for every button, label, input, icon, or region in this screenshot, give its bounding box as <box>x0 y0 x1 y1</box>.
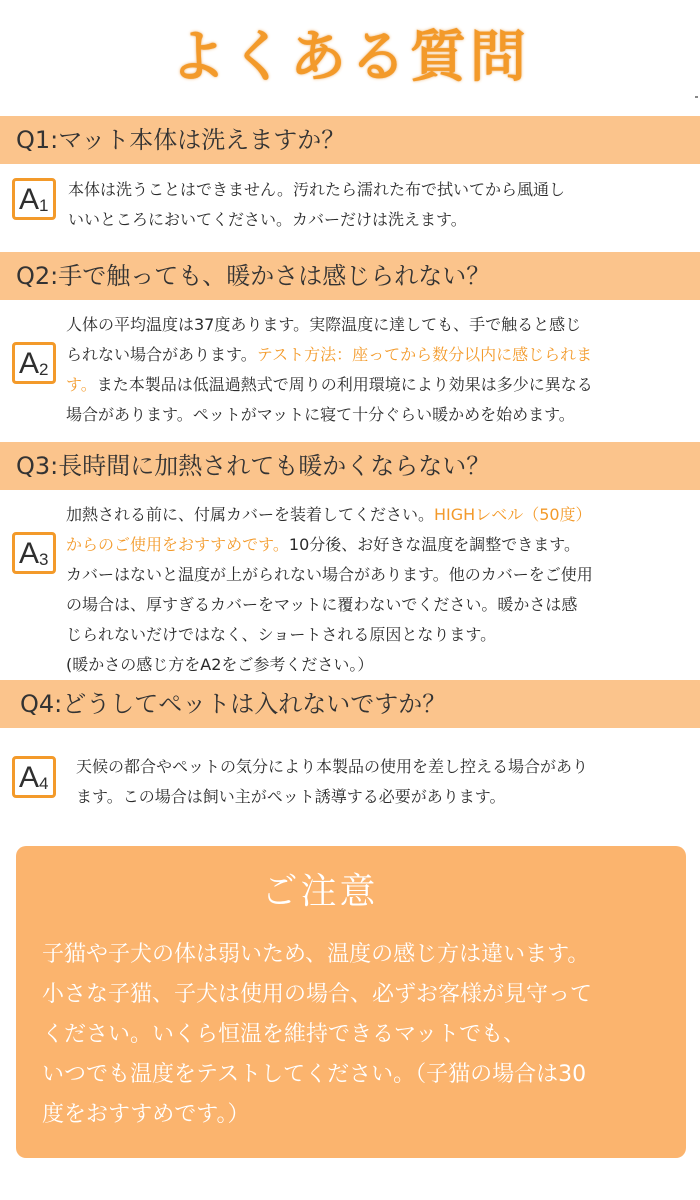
answer-text-segment: じられないだけではなく、ショートされる原因となります。 <box>66 625 497 644</box>
answer-badge-number: 3 <box>39 550 49 569</box>
answer-text-segment: の場合は、厚すぎるカバーをマットに覆わないでください。暖かさは感 <box>66 595 578 614</box>
answer-text-segment: られない場合があります。 <box>66 345 257 364</box>
answer-line <box>66 340 593 370</box>
answer-line <box>66 620 593 650</box>
answer-4-text <box>76 752 588 812</box>
answer-line <box>76 782 588 812</box>
answer-badge-letter: A <box>19 183 40 216</box>
highlighted-text: す。 <box>66 375 97 394</box>
answer-3-text <box>66 500 593 680</box>
highlighted-text: HIGHレベル（50度） <box>434 505 592 524</box>
answer-badge-number: 1 <box>39 196 49 215</box>
answer-line <box>66 650 593 680</box>
answer-text-segment: 本体は洗うことはできません。汚れたら濡れた布で拭いてから風通し <box>68 180 565 199</box>
answer-line <box>76 752 588 782</box>
answer-line <box>68 205 565 235</box>
question-1-bar: Q1:マット本体は洗えますか？ <box>0 116 700 164</box>
highlighted-text: からのご使用をおすすめです。 <box>66 535 289 554</box>
answer-line <box>68 175 565 205</box>
page-title: よくある質問 <box>170 25 530 90</box>
answer-badge-number: 2 <box>39 360 49 379</box>
caution-line: ください。いくら恒温を維持できるマットでも、 <box>42 1022 526 1047</box>
answer-line <box>66 400 593 430</box>
answer-text-segment: カバーはないと温度が上がられない場合があります。他のカバーをご使用 <box>66 565 593 584</box>
question-3-bar: Q3:長時間に加熱されても暖かくならない？ <box>0 442 700 490</box>
caution-title: ご注意 <box>261 871 379 912</box>
caution-line: 小さな子猫、子犬は使用の場合、必ずお客様が見守って <box>42 982 593 1007</box>
answer-line <box>66 310 593 340</box>
answer-badge-letter: A <box>19 537 40 570</box>
answer-2-badge <box>12 342 56 384</box>
answer-line <box>66 500 593 530</box>
answer-text-segment: 天候の都合やペットの気分により本製品の使用を差し控える場合があり <box>76 757 589 776</box>
caution-line: いつでも温度をテストしてください。（子猫の場合は30 <box>42 1062 587 1087</box>
answer-line <box>66 370 593 400</box>
edge-mark <box>695 96 698 98</box>
answer-text-segment: 加熱される前に、付属カバーを装着してください。 <box>66 505 435 524</box>
caution-line: 子猫や子犬の体は弱いため、温度の感じ方は違います。 <box>42 942 590 967</box>
answer-line <box>66 560 593 590</box>
caution-line: 度をおすすめです。） <box>42 1102 250 1127</box>
answer-1-badge <box>12 178 56 220</box>
answer-line <box>66 590 593 620</box>
answer-text-segment: 場合があります。ペットがマットに寝て十分ぐらい暖かめを始めます。 <box>66 405 575 424</box>
answer-text-segment: また本製品は低温過熱式で周りの利用環境により効果は多少に異なる <box>96 375 593 394</box>
highlighted-text: テスト方法：座ってから数分以内に感じられま <box>256 345 593 364</box>
answer-badge-letter: A <box>19 761 40 794</box>
answer-text-segment: 人体の平均温度は37度あります。実際温度に達しても、手で触ると感じ <box>66 315 582 334</box>
answer-text-segment: いいところにおいてください。カバーだけは洗えます。 <box>68 210 467 229</box>
answer-badge-letter: A <box>19 347 40 380</box>
answer-badge-number: 4 <box>39 774 49 793</box>
question-2-bar: Q2:手で触っても、暖かさは感じられない？ <box>0 252 700 300</box>
answer-text-segment: 10分後、お好きな温度を調整できます。 <box>288 535 580 554</box>
answer-text-segment: ます。この場合は飼い主がペット誘導する必要があります。 <box>76 787 506 806</box>
answer-line <box>66 530 593 560</box>
caution-body <box>42 935 672 1135</box>
answer-text-segment: (暖かさの感じ方をA2をご参考ください。） <box>66 655 374 674</box>
answer-3-badge <box>12 532 56 574</box>
question-4-bar: Q4:どうしてペットは入れないですか？ <box>0 680 700 728</box>
answer-2-text <box>66 310 593 430</box>
answer-1-text <box>68 175 565 235</box>
answer-4-badge <box>12 756 56 798</box>
